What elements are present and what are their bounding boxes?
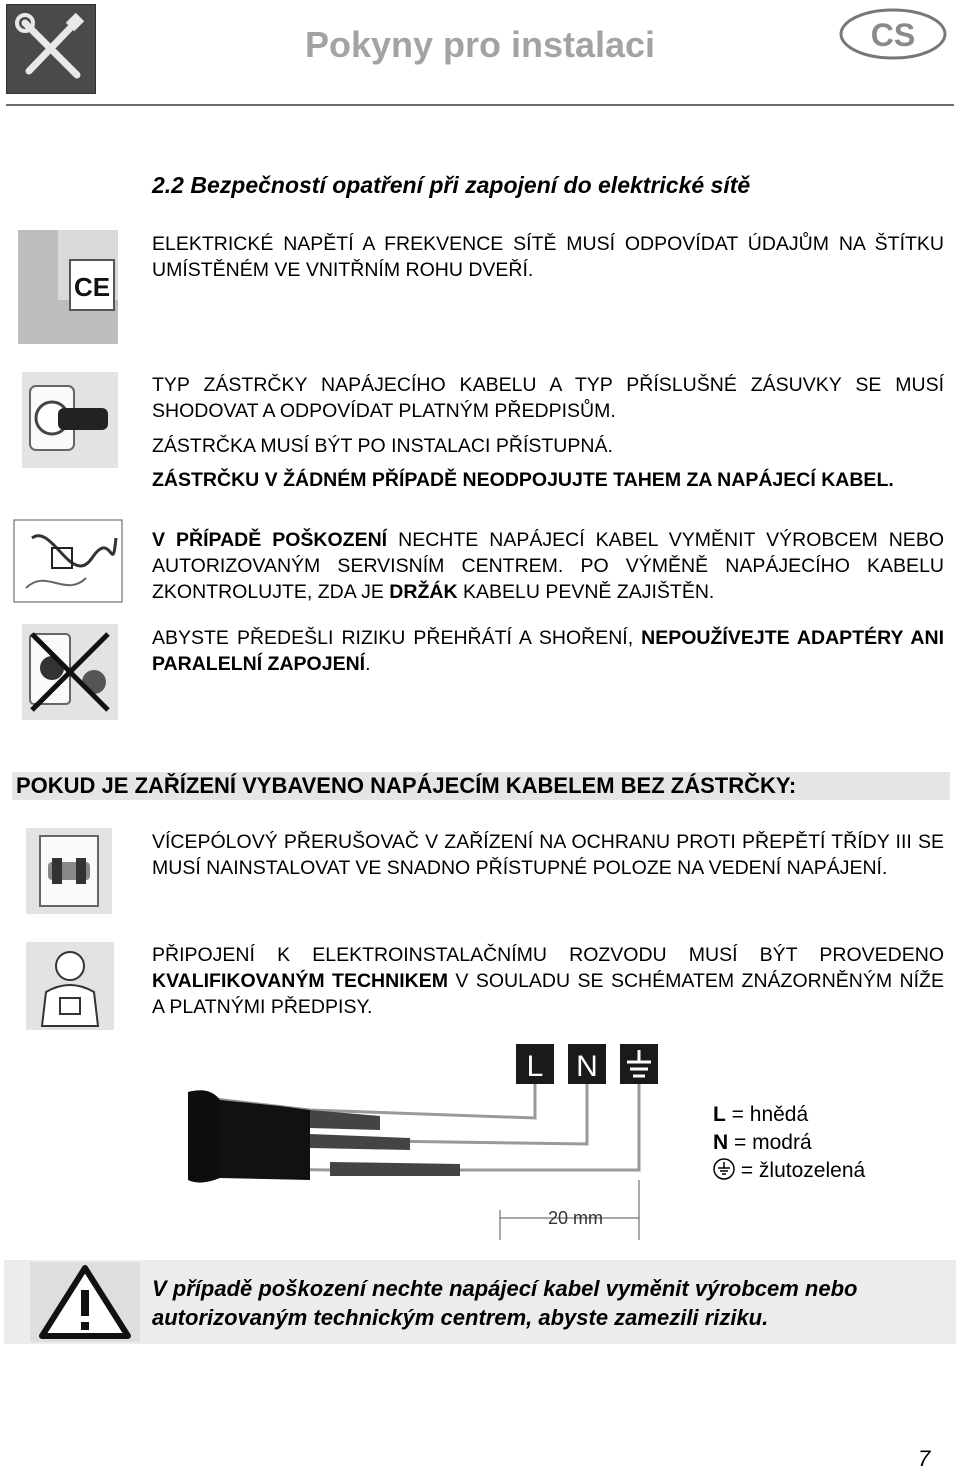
breaker-switch-icon — [26, 828, 112, 914]
technician-icon — [26, 942, 114, 1030]
legend-N-key: N — [713, 1131, 729, 1154]
adapter-bold-text: NEPOUŽÍVEJTE ADAPTÉRY ANI PARALELNÍ ZAPOJENÍ — [152, 627, 944, 675]
adapter-warning-paragraph — [152, 625, 944, 677]
legend-L-value: = hnědá — [725, 1103, 809, 1126]
plug-icon — [22, 372, 118, 468]
legend-N-value: = modrá — [728, 1131, 812, 1154]
damage-bold-text: V PŘÍPADĚ POŠKOZENÍ — [152, 529, 388, 551]
legend-earth — [713, 1157, 865, 1188]
breaker-paragraph: VÍCEPÓLOVÝ PŘERUŠOVAČ V ZAŘÍZENÍ NA OCHRANU PROTI PŘEPĚTÍ TŘÍDY III SE MUSÍ NAINSTALOVAT VE SNADNO PŘÍSTUPNÉ POLOZE NA VEDENÍ NAPÁJENÍ. — [152, 831, 944, 879]
legend-L — [713, 1101, 808, 1129]
ce-label-icon — [18, 230, 118, 344]
unplug-warning-paragraph: ZÁSTRČKU V ŽÁDNÉM PŘÍPADĚ NEODPOJUJTE TAHEM ZA NAPÁJECÍ KABEL. — [152, 469, 894, 491]
adapter-end-text: . — [365, 653, 371, 675]
earth-circle-icon — [713, 1158, 735, 1188]
connection-end-text: V SOULADU SE SCHÉMATEM ZNÁZORNĚNÝM NÍŽE A PLATNÝMI PŘEDPISY. — [152, 970, 944, 1018]
connection-text: PŘIPOJENÍ K ELEKTROINSTALAČNÍMU ROZVODU MUSÍ BÝT PROVEDENO — [152, 944, 944, 966]
adapter-text: ABYSTE PŘEDEŠLI RIZIKU PŘEHŘÁTÍ A SHOŘENÍ, — [152, 627, 642, 649]
language-badge-text: CS — [870, 17, 916, 53]
technician-bold-text: KVALIFIKOVANÝM TECHNIKEM — [152, 970, 448, 992]
terminal-L-label: L — [526, 1050, 544, 1083]
warning-triangle-icon — [30, 1262, 140, 1342]
warning-text: V případě poškození nechte napájecí kabel vyměnit výrobcem nebo autorizovaným technickým centrem, abyste zamezili riziku. — [152, 1276, 858, 1330]
damage-text: NECHTE NAPÁJECÍ KABEL VYMĚNIT VÝROBCEM NEBO AUTORIZOVANÝM SERVISNÍM CENTREM. PO VÝMĚNĚ NAPÁJECÍHO KABELU ZKONTROLUJTE, ZDA JE — [152, 529, 944, 603]
holder-text: KABELU PEVNĚ ZAJIŠTĚN. — [457, 581, 715, 603]
wiring-diagram — [180, 1040, 700, 1250]
voltage-paragraph: ELEKTRICKÉ NAPĚTÍ A FREKVENCE SÍTĚ MUSÍ ODPOVÍDAT ÚDAJŮM NA ŠTÍTKU UMÍSTĚNÉM VE VNITŘNÍM ROHU DVEŘÍ. — [152, 233, 944, 281]
language-badge — [838, 6, 948, 67]
svg-text:CE: CE — [73, 272, 111, 302]
technician-paragraph — [152, 942, 944, 1020]
header-divider — [6, 104, 954, 106]
page-title: Pokyny pro instalaci — [304, 24, 656, 65]
terminal-N-label: N — [576, 1050, 598, 1083]
no-adapter-icon — [22, 624, 118, 720]
section-heading: 2.2 Bezpečností opatření při zapojení do elektrické sítě — [152, 172, 751, 198]
plug-access-paragraph: ZÁSTRČKA MUSÍ BÝT PO INSTALACI PŘÍSTUPNÁ. — [152, 435, 613, 457]
dimension-label: 20 mm — [548, 1208, 604, 1228]
cable-clamp-icon — [12, 518, 124, 604]
plug-type-paragraph: TYP ZÁSTRČKY NAPÁJECÍHO KABELU A TYP PŘÍSLUŠNÉ ZÁSUVKY SE MUSÍ SHODOVAT A ODPOVÍDAT PLATNÝM PŘEDPISŮM. — [152, 374, 944, 422]
legend-N — [713, 1129, 812, 1157]
damage-replacement-paragraph — [152, 527, 944, 605]
page-number: 7 — [918, 1446, 931, 1471]
band-heading: POKUD JE ZAŘÍZENÍ VYBAVENO NAPÁJECÍM KABELEM BEZ ZÁSTRČKY: — [16, 773, 797, 798]
holder-bold-text: DRŽÁK — [389, 581, 458, 603]
legend-L-key: L — [713, 1103, 726, 1126]
legend-earth-value: = žlutozelená — [735, 1159, 866, 1182]
